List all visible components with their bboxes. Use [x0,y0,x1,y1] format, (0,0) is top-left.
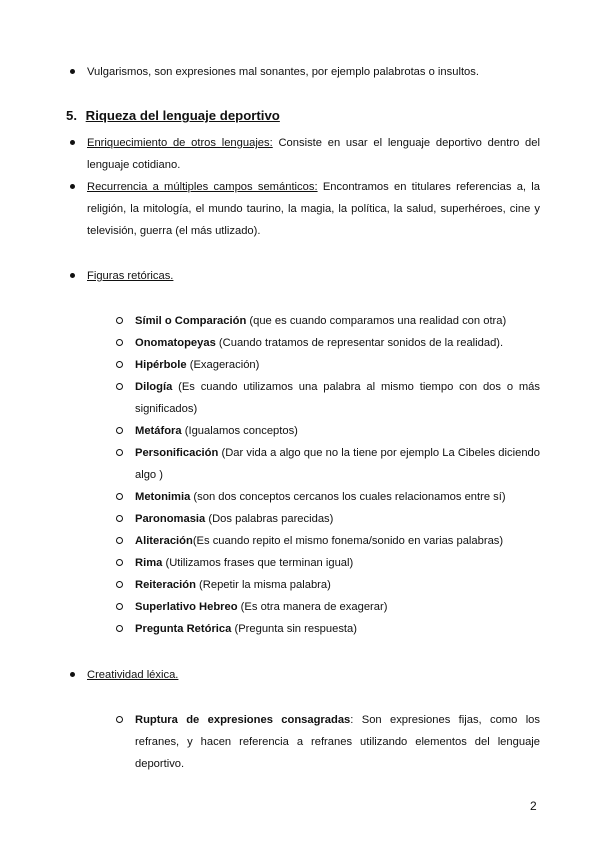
creatividad-term: Ruptura de expresiones consagradas [135,714,351,726]
figura-term: Paronomasia [135,513,206,525]
figura-term: Metáfora [135,425,182,437]
circle-bullet-icon [116,625,123,632]
bullet-text [87,664,540,686]
figura-desc: (Pregunta sin respuesta) [231,623,357,635]
circle-bullet-icon [116,603,123,610]
figura-desc: (Dar vida a algo que no la tiene por ejemplo La Cibeles diciendo algo ) [135,447,540,481]
bullet-text: Vulgarismos, son expresiones mal sonantes, por ejemplo palabrotas o insultos. [87,66,479,78]
figura-desc: (son dos conceptos cercanos los cuales relacionamos entre sí) [190,491,506,503]
figura-desc: (Es cuando utilizamos una palabra al mismo tiempo con dos o más significados) [135,381,540,415]
bullet-text [87,265,540,287]
bullet-desc: Consiste en usar el lenguaje deportivo dentro del lenguaje cotidiano. [87,137,540,171]
bullet-dot [70,140,75,145]
circle-bullet-icon [116,427,123,434]
figura-term: Superlativo Hebreo [135,601,238,613]
figura-term: Pregunta Retórica [135,623,232,635]
figura-term: Dilogía [135,381,173,393]
circle-bullet-icon [116,515,123,522]
bullet-label: Enriquecimiento de otros lenguajes: [87,137,273,149]
figura-desc: (Exageración) [186,359,260,371]
page-number: 2 [530,799,537,813]
circle-bullet-icon [116,361,123,368]
circle-bullet-icon [116,449,123,456]
figura-desc: (Utilizamos frases que terminan igual) [162,557,354,569]
section-heading [66,108,280,123]
bullet-label: Creatividad léxica. [87,669,179,681]
circle-bullet-icon [116,339,123,346]
figura-desc: (Es otra manera de exagerar) [237,601,388,613]
figura-term: Reiteración [135,579,196,591]
figura-desc: (que es cuando comparamos una realidad con otra) [246,315,507,327]
circle-bullet-icon [116,537,123,544]
bullet-desc: Encontramos en titulares referencias a, la religión, la mitología, el mundo taurino, la magia, la política, la salud, superhéroes, cine y televisión, guerra (el más utlizado). [87,181,540,237]
circle-bullet-icon [116,716,123,723]
section-title: Riqueza del lenguaje deportivo [85,108,280,123]
circle-bullet-icon [116,383,123,390]
bullet-label: Recurrencia a múltiples campos semánticos: [87,181,318,193]
figura-term: Aliteración [135,535,193,547]
bullet-text [87,132,540,176]
circle-bullet-icon [116,581,123,588]
bullet-dot [70,273,75,278]
bullet-label: Figuras retóricas. [87,270,174,282]
figura-term: Rima [135,557,163,569]
bullet-dot [70,672,75,677]
bullet-dot [70,184,75,189]
section-number: 5. [66,108,77,123]
figura-desc: (Es cuando repito el mismo fonema/sonido en varias palabras) [192,535,504,547]
bullet-dot [70,69,75,74]
figura-desc: (Cuando tratamos de representar sonidos de la realidad). [215,337,504,349]
figura-term: Onomatopeyas [135,337,216,349]
circle-bullet-icon [116,317,123,324]
circle-bullet-icon [116,493,123,500]
bullet-text [87,176,540,242]
circle-bullet-icon [116,559,123,566]
figura-desc: (Dos palabras parecidas) [205,513,334,525]
figura-term: Símil o Comparación [135,315,247,327]
figura-term: Hipérbole [135,359,187,371]
creatividad-desc: : Son expresiones fijas, como los refranes, y hacen referencia a refranes utilizando elementos del lenguaje deportivo. [135,714,540,770]
figura-term: Metonimia [135,491,191,503]
figura-desc: (Igualamos conceptos) [181,425,298,437]
figura-term: Personificación [135,447,219,459]
figura-desc: (Repetir la misma palabra) [195,579,331,591]
